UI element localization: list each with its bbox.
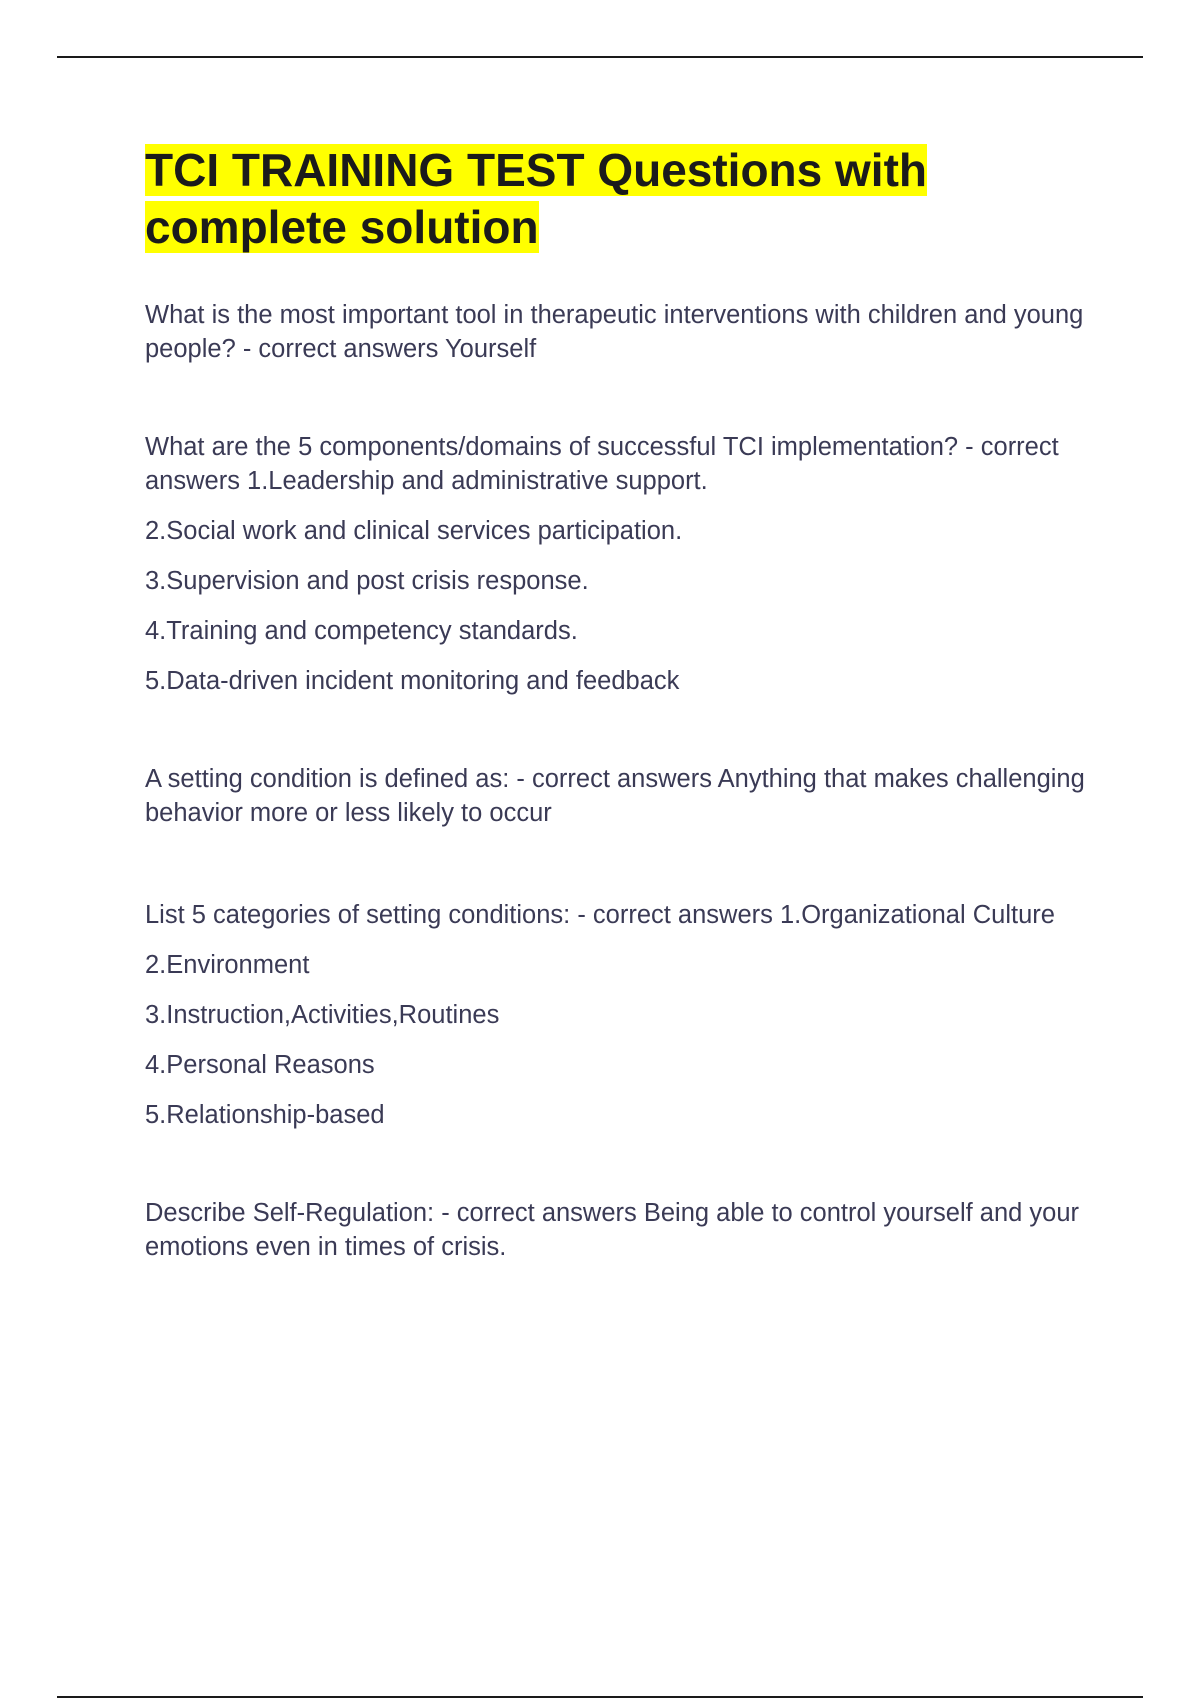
list-item: 4.Training and competency standards.: [145, 617, 578, 645]
qa-text: Describe Self-Regulation: - correct answers Being able to control yourself and your emotions even in times of crisis.: [145, 1199, 1080, 1261]
qa-section-4: [145, 898, 1095, 1132]
document-content: [145, 142, 1095, 1264]
qa-section-2: [145, 430, 1095, 698]
qa-section-3: [145, 762, 1095, 830]
page-top-rule: [57, 56, 1143, 58]
list-item: 3.Instruction,Activities,Routines: [145, 1001, 500, 1029]
list-item: 4.Personal Reasons: [145, 1051, 375, 1079]
qa-section-5: [145, 1196, 1095, 1264]
qa-text: List 5 categories of setting conditions: - correct answers 1.Organizational Culture: [145, 901, 1055, 929]
document-title: [145, 142, 1095, 256]
qa-section-1: [145, 298, 1095, 366]
qa-text: What are the 5 components/domains of successful TCI implementation? - correct answers 1.Leadership and administrative support.: [145, 433, 1059, 495]
qa-text: A setting condition is defined as: - correct answers Anything that makes challenging behavior more or less likely to occur: [145, 765, 1085, 827]
list-item: 2.Social work and clinical services participation.: [145, 517, 683, 545]
page-bottom-rule: [57, 1696, 1143, 1698]
list-item: 5.Data-driven incident monitoring and feedback: [145, 667, 680, 695]
list-item: 3.Supervision and post crisis response.: [145, 567, 589, 595]
title-highlight: TCI TRAINING TEST Questions with complete solution: [145, 144, 927, 253]
list-item: 2.Environment: [145, 951, 310, 979]
list-item: 5.Relationship-based: [145, 1101, 385, 1129]
qa-text: What is the most important tool in therapeutic interventions with children and young people? - correct answers Yourself: [145, 301, 1084, 363]
